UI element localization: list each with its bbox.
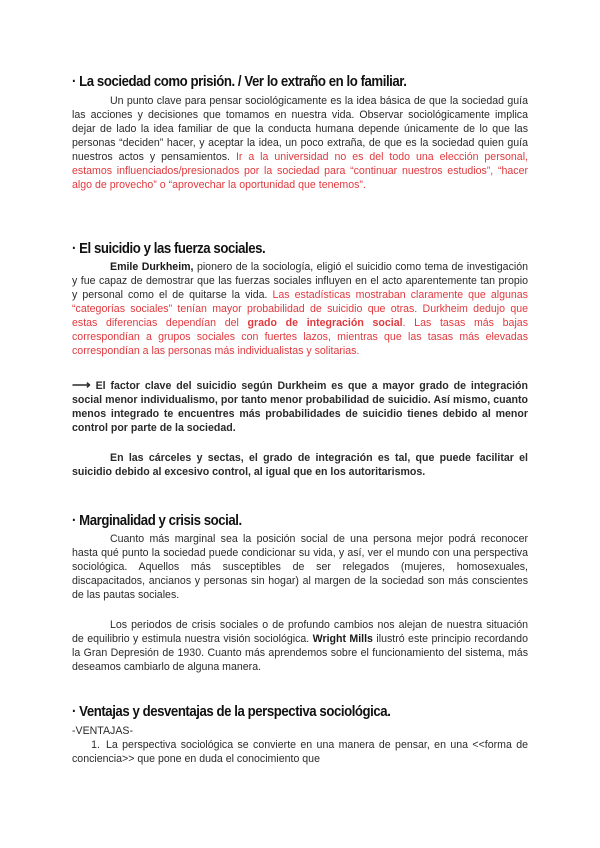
- text-bold: El factor clave del suicidio según Durkheim es que a mayor grado de integración social menor individualismo, por tanto menor probabilidad de suicidio. Así mismo, cuanto menos integrado te encuentres más probabilidades de suicidio tienes debido al menor control por parte de la sociedad.: [72, 380, 528, 434]
- label-ventajas: -VENTAJAS-: [72, 725, 134, 737]
- text-highlight-red: Las estadísticas mostraban claramente que algunas “categorías sociales” tenían mayor probabilidad de suicidio que otras. Durkheim dedujo que estas diferencias dependían del: [72, 289, 528, 329]
- author-wright-mills: Wright Mills: [312, 633, 373, 645]
- paragraph-sociedad-prision: [72, 94, 528, 192]
- text-body: ilustró este principio recordando la Gran Depresión de 1930. Cuanto más aprendemos sobre el funcionamiento del sistema, más deseamos cambiarlo de alguna manera.: [72, 633, 528, 673]
- text-body: Los periodos de crisis sociales o de profundo cambios nos alejan de nuestra situación de equilibrio y estimula nuestra visión sociológica.: [72, 619, 528, 645]
- paragraph-durkheim: [72, 260, 528, 358]
- list-number: 1.: [91, 739, 100, 751]
- list-item: [72, 738, 528, 766]
- paragraph-factor-clave: [72, 378, 528, 435]
- heading-sociedad-prision: · La sociedad como prisión. / Ver lo extraño en lo familiar.: [72, 73, 407, 90]
- paragraph-crisis: [72, 618, 528, 674]
- text-highlight-red: . Las tasas más bajas correspondían a grupos sociales con fuertes lazos, mientras que las tasas más elevadas correspondían a las personas más individualistas y solitarias.: [72, 317, 528, 357]
- paragraph-carceles: [72, 451, 528, 479]
- list-item-text: La perspectiva sociológica se convierte en una manera de pensar, en una <<forma de conciencia>> que pone en duda el conocimiento que: [72, 739, 528, 765]
- text-highlight-red-bold: grado de integración social: [247, 317, 403, 329]
- heading-marginalidad: · Marginalidad y crisis social.: [72, 512, 242, 529]
- heading-ventajas: · Ventajas y desventajas de la perspectiva sociológica.: [72, 703, 391, 720]
- paragraph-marginalidad: [72, 532, 528, 602]
- author-durkheim: Emile Durkheim,: [110, 261, 194, 273]
- arrow-right-icon: ⟶: [72, 377, 91, 392]
- text-bold: En las cárceles y sectas, el grado de integración es tal, que puede facilitar el suicidio debido al excesivo control, al igual que en los autoritarismos.: [72, 452, 528, 478]
- heading-suicidio: · El suicidio y las fuerza sociales.: [72, 240, 266, 257]
- text-body: Cuanto más marginal sea la posición social de una persona mejor podrá reconocer hasta qué punto la sociedad puede condicionar su vida, y así, ver el mundo con una perspectiva sociológica. Aquellos más susceptibles de ser relegados (mujeres, homosexuales, discapacitados, ancianos y personas sin hogar) al margen de la sociedad son más conscientes de las pautas sociales.: [72, 533, 528, 601]
- text-highlight-red: Ir a la universidad no es del todo una elección personal, estamos influenciados/presionados por la sociedad para “continuar nuestros estudios”, “hacer algo de provecho” o “aprovechar la oportunidad que tenemos”.: [72, 151, 528, 191]
- text-body: Un punto clave para pensar sociológicamente es la idea básica de que la sociedad guía las acciones y decisiones que tomamos en nuestra vida. Observar sociológicamente implica dejar de lado la idea familiar de que la conducta humana depende únicamente de lo que las personas “deciden” hacer, y aceptar la idea, un poco extraña, de que es la sociedad quien guía nuestros actos y pensamientos.: [72, 95, 528, 163]
- text-body: pionero de la sociología, eligió el suicidio como tema de investigación y fue capaz de demostrar que las fuerzas sociales influyen en el acto aparentemente tan propio y personal como el de quitarse la vida.: [72, 261, 528, 301]
